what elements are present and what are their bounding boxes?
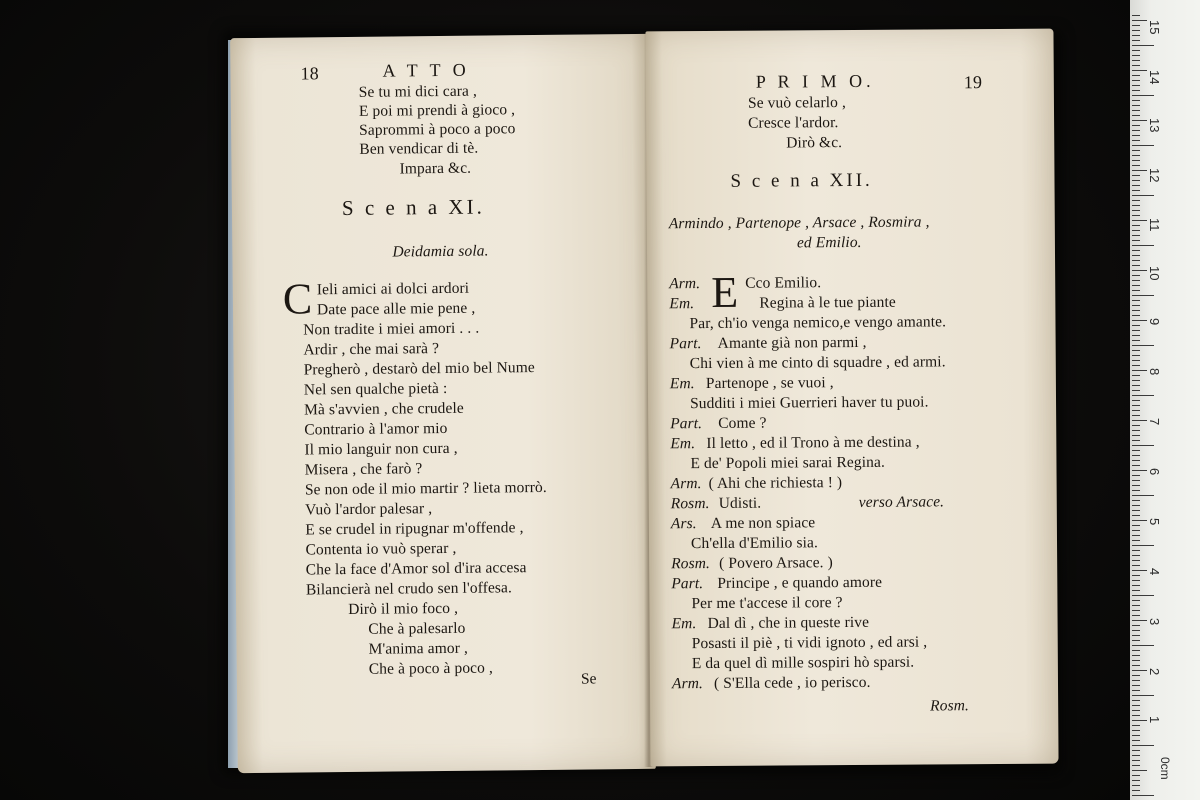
ruler-tick (1132, 105, 1140, 106)
ruler-tick (1132, 665, 1140, 666)
verse-line: Impara &c. (399, 159, 472, 178)
ruler-tick (1132, 695, 1154, 696)
ruler-tick (1132, 400, 1140, 401)
ruler-tick (1132, 575, 1140, 576)
ruler-tick (1132, 625, 1140, 626)
ruler-tick (1132, 445, 1154, 446)
dialogue-line: Regina à le tue piante (759, 293, 896, 312)
ruler-tick (1132, 645, 1154, 646)
ruler-tick (1132, 500, 1140, 501)
ruler-tick (1132, 780, 1140, 781)
ruler-tick (1132, 20, 1147, 21)
dialogue-line: A me non spiace (710, 514, 816, 532)
ruler-tick (1132, 25, 1140, 26)
ruler-tick (1132, 605, 1140, 606)
ruler-tick (1132, 495, 1154, 496)
ruler-tick (1132, 295, 1154, 296)
ruler-number: 1 (1147, 716, 1162, 724)
ruler-tick (1132, 250, 1140, 251)
verse-line: Ben vendicar di tè. (359, 139, 479, 158)
ruler-tick (1132, 120, 1147, 121)
ruler-tick (1132, 265, 1140, 266)
ruler-tick (1132, 450, 1140, 451)
ruler-tick (1132, 610, 1140, 611)
ruler-tick (1132, 585, 1140, 586)
verse-line: Che à palesarlo (368, 619, 466, 638)
ruler-tick (1132, 545, 1154, 546)
scene-heading-right: S c e n a XII. (730, 169, 873, 192)
dialogue-line: Ch'ella d'Emilio sia. (690, 534, 819, 553)
ruler-tick (1132, 440, 1140, 441)
ruler-tick (1132, 335, 1140, 336)
ruler-tick (1132, 90, 1140, 91)
ruler-tick (1132, 125, 1140, 126)
verse-line: Ieli amici ai dolci ardori (316, 279, 470, 299)
ruler-tick (1132, 640, 1140, 641)
ruler-tick (1132, 670, 1147, 671)
ruler-number: 13 (1147, 118, 1162, 133)
ruler-tick (1132, 675, 1140, 676)
ruler-tick (1132, 775, 1140, 776)
ruler-tick (1132, 170, 1147, 171)
scene-heading-left: S c e n a XI. (341, 194, 485, 221)
verse-line: Dirò &c. (786, 134, 843, 152)
dialogue-line: Come ? (718, 414, 767, 432)
ruler-tick (1132, 225, 1140, 226)
scene-characters-right: Armindo , Partenope , Arsace , Rosmira , (668, 213, 930, 233)
ruler-tick (1132, 285, 1140, 286)
ruler-tick (1132, 195, 1154, 196)
ruler-number: 2 (1147, 668, 1162, 676)
ruler-tick (1132, 215, 1140, 216)
ruler-tick (1132, 465, 1140, 466)
ruler-tick (1132, 275, 1140, 276)
speaker: Em. (671, 615, 697, 633)
ruler-tick (1132, 560, 1140, 561)
ruler-tick (1132, 430, 1140, 431)
ruler-tick (1132, 45, 1154, 46)
ruler-number: 10 (1147, 266, 1162, 281)
verse-line: Saprommi à poco a poco (359, 120, 516, 139)
ruler-number: 15 (1147, 20, 1162, 35)
ruler-tick (1132, 405, 1140, 406)
dialogue-line: E de' Popoli miei sarai Regina. (690, 453, 885, 473)
ruler-tick (1132, 740, 1140, 741)
running-head-right: P R I M O. (755, 70, 875, 92)
ruler-tick (1132, 210, 1140, 211)
verse-line: M'anima amor , (368, 639, 468, 658)
ruler-tick (1132, 680, 1140, 681)
ruler-tick (1132, 255, 1140, 256)
ruler-number: 4 (1147, 568, 1162, 576)
ruler-tick (1132, 685, 1140, 686)
dialogue-line: ( S'Ella cede , io perisco. (713, 673, 871, 692)
ruler-tick (1132, 200, 1140, 201)
ruler-tick (1132, 315, 1140, 316)
dialogue-line: Principe , e quando amore (717, 573, 883, 592)
verse-line: Non tradite i miei amori . . . (303, 319, 480, 339)
speaker: Part. (669, 335, 702, 353)
ruler-tick (1132, 650, 1140, 651)
ruler-tick (1132, 655, 1140, 656)
ruler-tick (1132, 235, 1140, 236)
ruler-tick (1132, 505, 1140, 506)
ruler-tick (1132, 615, 1140, 616)
ruler-tick (1132, 15, 1140, 16)
ruler-tick (1132, 785, 1140, 786)
left-page (230, 34, 656, 773)
dialogue-line: Cco Emilio. (745, 274, 822, 292)
ruler-tick (1132, 205, 1140, 206)
ruler-tick (1132, 425, 1140, 426)
verse-line: Il mio languir non cura , (304, 439, 458, 459)
ruler-tick (1132, 40, 1140, 41)
ruler-tick (1132, 720, 1147, 721)
speaker: Em. (669, 375, 695, 393)
ruler-tick (1132, 715, 1140, 716)
ruler-tick (1132, 760, 1140, 761)
ruler-tick (1132, 395, 1154, 396)
ruler-tick (1132, 765, 1140, 766)
dialogue-line: ( Ahi che richiesta ! ) (708, 474, 843, 493)
ruler-tick (1132, 320, 1147, 321)
ruler-tick (1132, 60, 1140, 61)
scene-characters-left: Deidamia sola. (392, 242, 489, 261)
speaker: Arm. (669, 275, 701, 293)
verse-line: Bilancierà nel crudo sen l'offesa. (305, 579, 513, 599)
verse-line: Mà s'avvien , che crudele (303, 399, 464, 419)
ruler-tick (1132, 385, 1140, 386)
ruler-tick (1132, 705, 1140, 706)
ruler-tick (1132, 55, 1140, 56)
ruler-tick (1132, 600, 1140, 601)
verse-line: Vuò l'ardor palesar , (305, 500, 433, 519)
ruler-tick (1132, 340, 1140, 341)
ruler-number: 8 (1147, 368, 1162, 376)
ruler-tick (1132, 510, 1140, 511)
ruler-tick (1132, 280, 1140, 281)
ruler-tick (1132, 70, 1147, 71)
ruler-tick (1132, 230, 1140, 231)
ruler-tick (1132, 535, 1140, 536)
ruler-tick (1132, 770, 1147, 771)
ruler-tick (1132, 590, 1140, 591)
ruler-tick (1132, 115, 1140, 116)
page-number-left: 18 (300, 63, 319, 84)
ruler-tick (1132, 550, 1140, 551)
verse-line: Cresce l'ardor. (748, 114, 839, 132)
ruler-tick (1132, 310, 1140, 311)
ruler-tick (1132, 50, 1140, 51)
ruler-number: 3 (1147, 618, 1162, 626)
ruler-tick (1132, 580, 1140, 581)
catchword-right: Rosm. (930, 697, 970, 715)
ruler-tick (1132, 480, 1140, 481)
verse-line: E se crudel in ripugnar m'offende , (305, 519, 524, 539)
verse-line: Contenta io vuò sperar , (305, 539, 457, 559)
ruler-tick (1132, 660, 1140, 661)
ruler-number: 14 (1147, 70, 1162, 85)
ruler-tick (1132, 80, 1140, 81)
ruler-tick (1132, 525, 1140, 526)
ruler-tick (1132, 515, 1140, 516)
ruler-tick (1132, 755, 1140, 756)
verse-line: Date pace alle mie pene , (316, 299, 476, 319)
dialogue-line: Dal dì , che in queste rive (707, 613, 870, 633)
ruler-tick (1132, 305, 1140, 306)
ruler-tick (1132, 540, 1140, 541)
verse-line: E poi mi prendi à gioco , (358, 101, 516, 120)
ruler-tick (1132, 415, 1140, 416)
verse-line: Contrario à l'amor mio (304, 419, 448, 439)
ruler-tick (1132, 700, 1140, 701)
dialogue-line: Udisti. (718, 494, 762, 512)
ruler-tick (1132, 730, 1140, 731)
ruler-tick (1132, 530, 1140, 531)
ruler-tick (1132, 150, 1140, 151)
ruler-tick (1132, 380, 1140, 381)
ruler-number: 12 (1147, 168, 1162, 183)
page-number-right: 19 (963, 72, 983, 93)
dialogue-line: E da quel dì mille sospiri hò sparsi. (691, 653, 915, 673)
ruler-tick (1132, 745, 1154, 746)
dialogue-line: Sudditi i miei Guerrieri haver tu puoi. (689, 393, 929, 413)
verse-line: Che à poco à poco , (368, 659, 494, 678)
ruler-tick (1132, 365, 1140, 366)
ruler-tick (1132, 65, 1140, 66)
speaker: Em. (670, 435, 696, 453)
ruler-number: 11 (1147, 218, 1162, 232)
speaker: Rosm. (670, 494, 710, 513)
ruler-tick (1132, 180, 1140, 181)
ruler-tick (1132, 355, 1140, 356)
ruler-tick (1132, 300, 1140, 301)
ruler-number: 7 (1147, 418, 1162, 426)
ruler-tick (1132, 270, 1147, 271)
ruler-tick (1132, 145, 1154, 146)
ruler-tick (1132, 160, 1140, 161)
speaker: Arm. (671, 675, 704, 693)
scene-characters-right-2: ed Emilio. (796, 233, 862, 252)
ruler-tick (1132, 435, 1140, 436)
ruler-tick (1132, 635, 1140, 636)
ruler-tick (1132, 190, 1140, 191)
ruler-tick (1132, 460, 1140, 461)
ruler-tick (1132, 485, 1140, 486)
ruler-tick (1132, 260, 1140, 261)
ruler-tick (1132, 420, 1147, 421)
ruler-tick (1132, 140, 1140, 141)
ruler-tick (1132, 325, 1140, 326)
speaker: Rosm. (671, 554, 711, 573)
ruler-tick (1132, 175, 1140, 176)
ruler-tick (1132, 245, 1154, 246)
ruler-number: 5 (1147, 518, 1162, 526)
ruler-tick (1132, 95, 1154, 96)
dialogue-line: Amante già non parmi , (717, 333, 867, 352)
ruler-tick (1132, 185, 1140, 186)
dialogue-line: ( Povero Arsace. ) (719, 554, 833, 572)
dialogue-line: Chi vien à me cinto di squadre , ed armi. (689, 353, 946, 373)
ruler-tick (1132, 135, 1140, 136)
running-head-left: A T T O (382, 59, 470, 81)
ruler-tick (1132, 240, 1140, 241)
dialogue-line: Par, ch'io venga nemico,e vengo amante. (689, 313, 947, 333)
verse-line: Se non ode il mio martir ? lieta morrò. (304, 478, 547, 499)
verse-line: Dirò il mio foco , (348, 599, 459, 619)
ruler-tick (1132, 155, 1140, 156)
ruler-tick (1132, 330, 1140, 331)
ruler-tick (1132, 750, 1140, 751)
ruler-tick (1132, 520, 1147, 521)
ruler-tick (1132, 475, 1140, 476)
verse-line: Se tu mi dici cara , (358, 82, 478, 101)
verse-line: Pregherò , destarò del mio bel Nume (303, 359, 535, 379)
ruler-tick (1132, 30, 1140, 31)
ruler-tick (1132, 555, 1140, 556)
ruler-tick (1132, 470, 1147, 471)
stage-direction: verso Arsace. (858, 493, 945, 511)
ruler-tick (1132, 795, 1154, 796)
ruler-tick (1132, 290, 1140, 291)
ruler-tick (1132, 100, 1140, 101)
dialogue-line: Partenope , se vuoi , (705, 374, 834, 393)
verse-line: Ardir , che mai sarà ? (303, 340, 440, 359)
ruler-tick (1132, 390, 1140, 391)
ruler-tick (1132, 350, 1140, 351)
ruler-tick (1132, 710, 1140, 711)
ruler-tick (1132, 370, 1147, 371)
speaker: Part. (670, 415, 703, 433)
ruler-number: 9 (1147, 318, 1162, 326)
ruler-tick (1132, 725, 1140, 726)
speaker: Arm. (670, 475, 702, 493)
ruler-tick (1132, 220, 1147, 221)
ruler-tick (1132, 620, 1147, 621)
ruler-tick (1132, 790, 1140, 791)
speaker: Part. (671, 575, 704, 593)
ruler-tick (1132, 165, 1140, 166)
dialogue-line: Il letto , ed il Trono à me destina , (706, 433, 920, 453)
verse-line: Che la face d'Amor sol d'ira accesa (305, 559, 527, 579)
catchword-left: Se (580, 670, 597, 688)
drop-cap-left: C (282, 274, 313, 324)
verse-line: Nel sen qualche pietà : (303, 379, 448, 399)
verse-line: Se vuò celarlo , (747, 94, 847, 112)
ruler-tick (1132, 345, 1154, 346)
ruler-tick (1132, 35, 1140, 36)
ruler-tick (1132, 455, 1140, 456)
ruler-tick (1132, 75, 1140, 76)
ruler-tick (1132, 595, 1154, 596)
drop-cap-right: E (711, 267, 739, 317)
speaker: Em. (669, 295, 695, 313)
ruler-tick (1132, 110, 1140, 111)
ruler-tick (1132, 360, 1140, 361)
ruler-tick (1132, 690, 1140, 691)
verse-line: Misera , che farò ? (304, 460, 423, 479)
ruler-tick (1132, 630, 1140, 631)
dialogue-line: Per me t'accese il core ? (691, 594, 843, 613)
ruler-tick (1132, 85, 1140, 86)
ruler-number: 6 (1147, 468, 1162, 476)
ruler-tick (1132, 735, 1140, 736)
ruler-tick (1132, 565, 1140, 566)
dialogue-line: Posasti il piè , ti vidi ignoto , ed arsi , (691, 633, 928, 653)
ruler-tick (1132, 410, 1140, 411)
ruler-tick (1132, 375, 1140, 376)
ruler-tick (1132, 570, 1147, 571)
ruler-tick (1132, 130, 1140, 131)
ruler-unit-label: 0cm (1158, 757, 1172, 780)
speaker: Ars. (670, 515, 697, 533)
right-page (645, 29, 1058, 767)
ruler-tick (1132, 490, 1140, 491)
